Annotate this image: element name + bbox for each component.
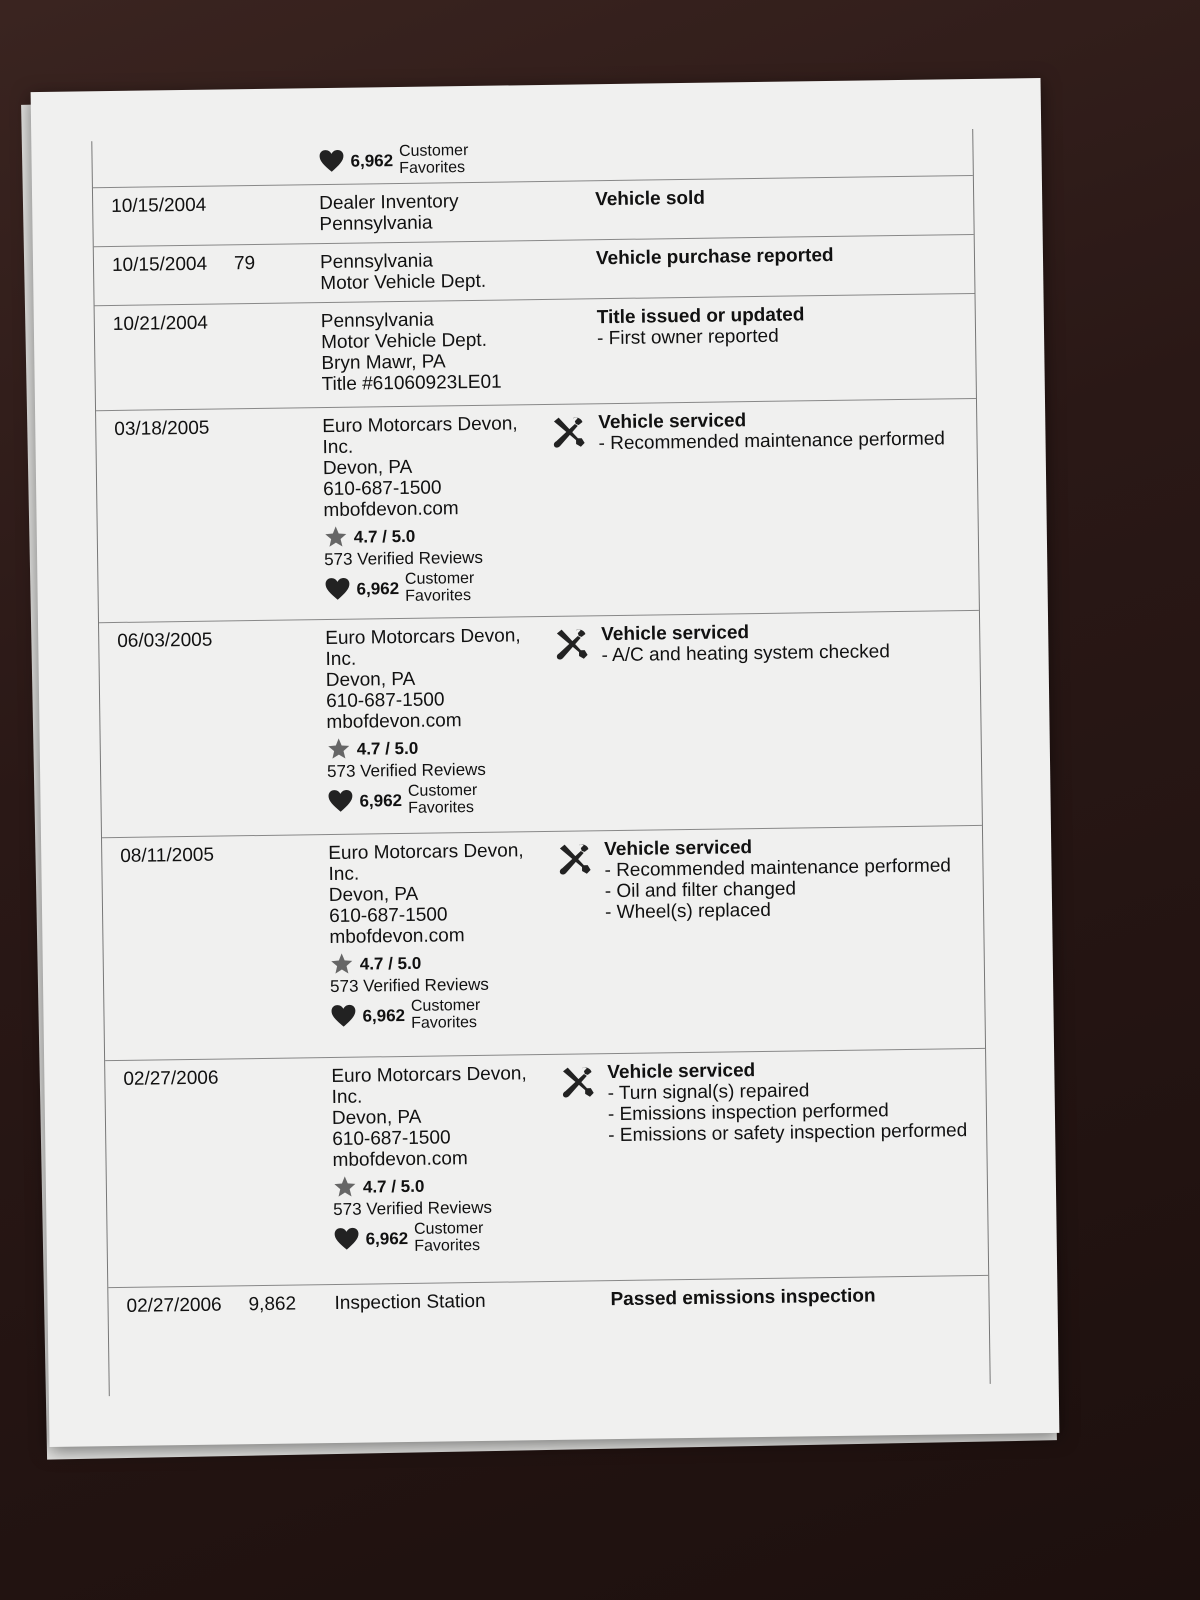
source-line: Pennsylvania xyxy=(319,212,433,236)
favorites-badge xyxy=(324,569,549,606)
verified-reviews: 573 Verified Reviews xyxy=(333,1197,493,1219)
source-line: Dealer Inventory xyxy=(319,191,459,215)
record-details xyxy=(607,1057,968,1146)
heart-icon xyxy=(333,1227,359,1251)
record-date: 10/21/2004 xyxy=(112,312,209,335)
favorites-label: Customer Favorites xyxy=(407,781,478,817)
rating-value: 4.7 / 5.0 xyxy=(359,953,422,974)
record-source xyxy=(319,190,545,235)
event-detail-item: - Emissions or safety inspection performed xyxy=(608,1120,968,1146)
record-details xyxy=(610,1284,970,1310)
source-line: Inc. xyxy=(328,863,360,886)
source-line: Title #61060923LE01 xyxy=(321,371,502,396)
favorites-count: 6,962 xyxy=(356,578,400,599)
source-line: Devon, PA xyxy=(325,668,416,692)
favorites-badge xyxy=(333,1219,558,1256)
verified-reviews: 573 Verified Reviews xyxy=(329,974,489,997)
record-source xyxy=(321,308,547,395)
source-line: Devon, PA xyxy=(328,883,419,907)
favorites-count: 6,962 xyxy=(350,150,394,171)
event-detail-item: - A/C and heating system checked xyxy=(601,640,961,666)
favorites-label: Customer Favorites xyxy=(413,1219,484,1255)
record-source xyxy=(331,1063,559,1256)
rating-value: 4.7 / 5.0 xyxy=(362,1176,425,1197)
source-line: Inc. xyxy=(325,648,357,671)
record-date: 10/15/2004 xyxy=(111,194,207,218)
record-details xyxy=(596,243,956,269)
wrench-screwdriver-icon xyxy=(557,1064,596,1103)
source-line: Euro Motorcars Devon, xyxy=(328,840,524,865)
event-detail-item: - Turn signal(s) repaired xyxy=(607,1078,967,1104)
source-line: Euro Motorcars Devon, xyxy=(331,1063,527,1088)
source-line: Inc. xyxy=(331,1086,363,1109)
favorites-badge xyxy=(327,781,552,818)
event-title: Vehicle serviced xyxy=(601,622,750,646)
table-row xyxy=(105,1049,988,1288)
source-line: Pennsylvania xyxy=(320,309,434,333)
event-title: Vehicle serviced xyxy=(604,837,753,861)
favorites-label: Customer Favorites xyxy=(410,996,481,1032)
table-row xyxy=(99,611,982,838)
star-icon xyxy=(324,525,348,549)
table-row xyxy=(95,294,976,411)
favorites-badge xyxy=(330,996,555,1033)
source-line: mbofdevon.com xyxy=(326,710,462,734)
record-details xyxy=(601,619,962,666)
source-line: mbofdevon.com xyxy=(323,498,459,522)
wrench-screwdriver-icon xyxy=(554,841,593,880)
wrench-screwdriver-icon xyxy=(551,626,590,665)
heart-icon xyxy=(327,789,353,813)
source-line: Pennsylvania xyxy=(319,250,434,274)
dealer-rating xyxy=(330,949,555,976)
history-table xyxy=(91,129,990,1396)
event-title: Title issued or updated xyxy=(596,304,805,329)
star-icon xyxy=(327,737,351,761)
record-date: 10/15/2004 xyxy=(111,253,208,276)
wrench-screwdriver-icon xyxy=(548,414,587,453)
rating-value: 4.7 / 5.0 xyxy=(353,526,416,547)
record-details xyxy=(604,834,965,923)
verified-reviews: 573 Verified Reviews xyxy=(326,759,486,782)
source-line: 610-687-1500 xyxy=(325,689,445,713)
dealer-rating xyxy=(333,1172,558,1199)
event-detail-item: - Oil and filter changed xyxy=(605,876,965,902)
source-line: mbofdevon.com xyxy=(329,925,465,949)
star-icon xyxy=(330,952,354,976)
record-mileage: 79 xyxy=(233,252,256,275)
source-line: Euro Motorcars Devon, xyxy=(322,413,518,438)
event-detail-item: - Emissions inspection performed xyxy=(608,1099,968,1125)
source-line: Bryn Mawr, PA xyxy=(321,351,446,375)
record-mileage: 9,862 xyxy=(248,1293,297,1316)
record-date: 03/18/2005 xyxy=(114,417,210,440)
rating-value: 4.7 / 5.0 xyxy=(356,738,419,759)
event-title: Vehicle sold xyxy=(595,187,706,211)
dealer-rating xyxy=(324,522,549,549)
source-line: Inc. xyxy=(322,436,354,459)
record-date: 08/11/2005 xyxy=(120,844,215,867)
heart-icon xyxy=(330,1004,356,1028)
record-details xyxy=(595,184,955,210)
source-line: Inspection Station xyxy=(334,1290,486,1314)
source-line: Devon, PA xyxy=(322,456,413,480)
event-title: Vehicle purchase reported xyxy=(595,244,834,270)
event-title: Vehicle serviced xyxy=(598,410,747,434)
favorites-label: Customer Favorites xyxy=(404,569,475,605)
table-row xyxy=(102,826,985,1061)
favorites-count: 6,962 xyxy=(362,1005,406,1026)
event-title: Passed emissions inspection xyxy=(610,1285,876,1311)
table-row xyxy=(96,399,979,623)
source-line: 610-687-1500 xyxy=(332,1127,451,1151)
favorites-label: Customer Favorites xyxy=(398,142,469,177)
dealer-rating xyxy=(327,734,552,761)
record-source xyxy=(325,625,553,818)
favorites-count: 6,962 xyxy=(359,790,403,811)
source-line: Devon, PA xyxy=(331,1106,422,1130)
event-detail-item: - Wheel(s) replaced xyxy=(605,897,965,923)
table-row xyxy=(108,1276,989,1342)
event-detail-item: - Recommended maintenance performed xyxy=(598,428,958,454)
record-source xyxy=(328,840,556,1033)
record-source xyxy=(322,413,550,606)
record-date: 02/27/2006 xyxy=(126,1294,222,1317)
record-date: 06/03/2005 xyxy=(117,629,213,652)
event-detail-item: - Recommended maintenance performed xyxy=(604,855,964,881)
source-line: 610-687-1500 xyxy=(328,904,448,928)
star-icon xyxy=(333,1175,357,1199)
source-line: Euro Motorcars Devon, xyxy=(325,625,521,650)
heart-icon xyxy=(318,149,344,173)
record-details xyxy=(598,407,959,454)
source-line: 610-687-1500 xyxy=(323,477,442,501)
source-line: Motor Vehicle Dept. xyxy=(320,329,488,354)
history-report-page xyxy=(31,78,1060,1447)
record-details xyxy=(597,302,958,349)
record-source xyxy=(320,249,546,294)
heart-icon xyxy=(324,577,350,601)
event-title: Vehicle serviced xyxy=(607,1060,756,1084)
record-date: 02/27/2006 xyxy=(123,1067,219,1090)
event-detail-item: - First owner reported xyxy=(597,323,957,349)
verified-reviews: 573 Verified Reviews xyxy=(324,547,484,570)
favorites-badge xyxy=(318,142,468,178)
source-line: mbofdevon.com xyxy=(332,1148,468,1172)
source-line: Motor Vehicle Dept. xyxy=(320,270,487,295)
record-source xyxy=(334,1290,559,1314)
favorites-count: 6,962 xyxy=(365,1228,409,1249)
